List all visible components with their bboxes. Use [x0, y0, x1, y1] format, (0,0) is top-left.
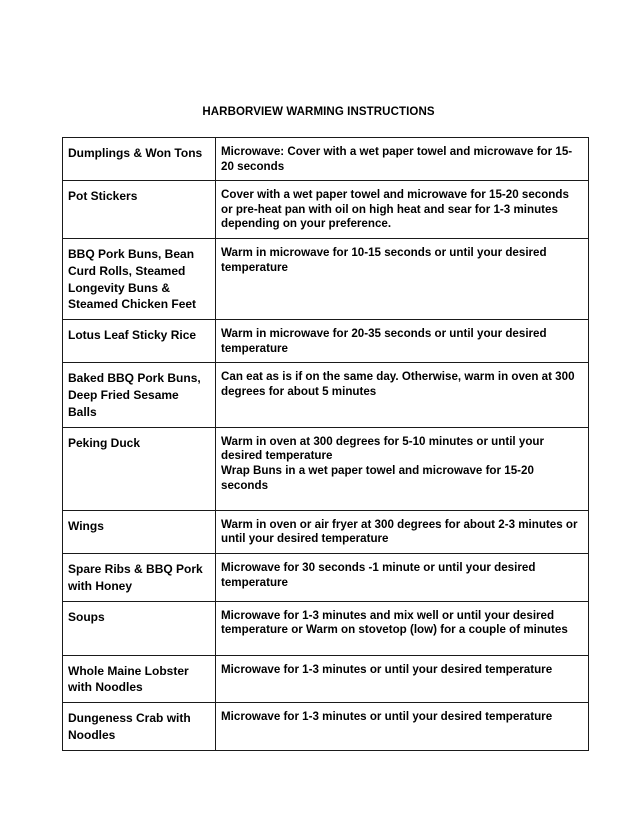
item-cell: Dungeness Crab with Noodles	[63, 703, 216, 751]
instructions-cell	[216, 703, 589, 751]
instruction-text: Microwave for 1-3 minutes and mix well or until your desired temperature or Warm on stovetop (low) for a couple of minutes	[221, 608, 568, 637]
instructions-cell	[216, 138, 589, 181]
table-row	[63, 510, 589, 553]
table-row	[63, 320, 589, 363]
instruction-text: Wrap Buns in a wet paper towel and microwave for 15-20 seconds	[221, 463, 534, 492]
item-cell: Peking Duck	[63, 427, 216, 510]
item-cell: Baked BBQ Pork Buns, Deep Fried Sesame Balls	[63, 363, 216, 427]
instruction-text: Warm in oven at 300 degrees for 5-10 minutes or until your desired temperature	[221, 434, 544, 463]
instructions-cell	[216, 181, 589, 239]
table-row	[63, 138, 589, 181]
table-row	[63, 427, 589, 510]
table-row	[63, 553, 589, 601]
item-cell: Whole Maine Lobster with Noodles	[63, 655, 216, 703]
item-cell: Pot Stickers	[63, 181, 216, 239]
instruction-text: Cover with a wet paper towel and microwave for 15-20 seconds or pre-heat pan with oil on high heat and sear for 1-3 minutes depending on your preference.	[221, 188, 569, 231]
warming-instructions-table	[62, 137, 589, 751]
instruction-text: Microwave: Cover with a wet paper towel and microwave for 15-20 seconds	[221, 145, 573, 173]
item-cell: Dumplings & Won Tons	[63, 138, 216, 181]
instructions-cell	[216, 427, 589, 510]
instruction-text: Microwave for 1-3 minutes or until your desired temperature	[221, 710, 553, 724]
document-title: HARBORVIEW WARMING INSTRUCTIONS	[202, 106, 435, 118]
instruction-text: Warm in microwave for 20-35 seconds or until your desired temperature	[221, 327, 547, 355]
item-cell: Spare Ribs & BBQ Pork with Honey	[63, 553, 216, 601]
item-cell: Wings	[63, 510, 216, 553]
table-row	[63, 601, 589, 655]
table-row	[63, 238, 589, 319]
table-row	[63, 181, 589, 239]
instruction-text: Microwave for 1-3 minutes or until your desired temperature	[221, 662, 553, 676]
instruction-text: Can eat as is if on the same day. Otherwise, warm in oven at 300 degrees for about 5 minutes	[221, 370, 575, 398]
item-cell: Lotus Leaf Sticky Rice	[63, 320, 216, 363]
instructions-cell	[216, 510, 589, 553]
instructions-cell	[216, 655, 589, 703]
instruction-text: Warm in microwave for 10-15 seconds or until your desired temperature	[221, 245, 547, 274]
table-row	[63, 363, 589, 427]
table-row	[63, 655, 589, 703]
item-cell: BBQ Pork Buns, Bean Curd Rolls, Steamed Longevity Buns & Steamed Chicken Feet	[63, 238, 216, 319]
instructions-cell	[216, 320, 589, 363]
table-row	[63, 703, 589, 751]
item-cell: Soups	[63, 601, 216, 655]
instructions-cell	[216, 601, 589, 655]
instructions-cell	[216, 553, 589, 601]
instructions-cell	[216, 238, 589, 319]
instruction-text: Warm in oven or air fryer at 300 degrees for about 2-3 minutes or until your desired temperature	[221, 517, 578, 546]
instructions-cell	[216, 363, 589, 427]
instruction-text: Microwave for 30 seconds -1 minute or until your desired temperature	[221, 560, 536, 589]
